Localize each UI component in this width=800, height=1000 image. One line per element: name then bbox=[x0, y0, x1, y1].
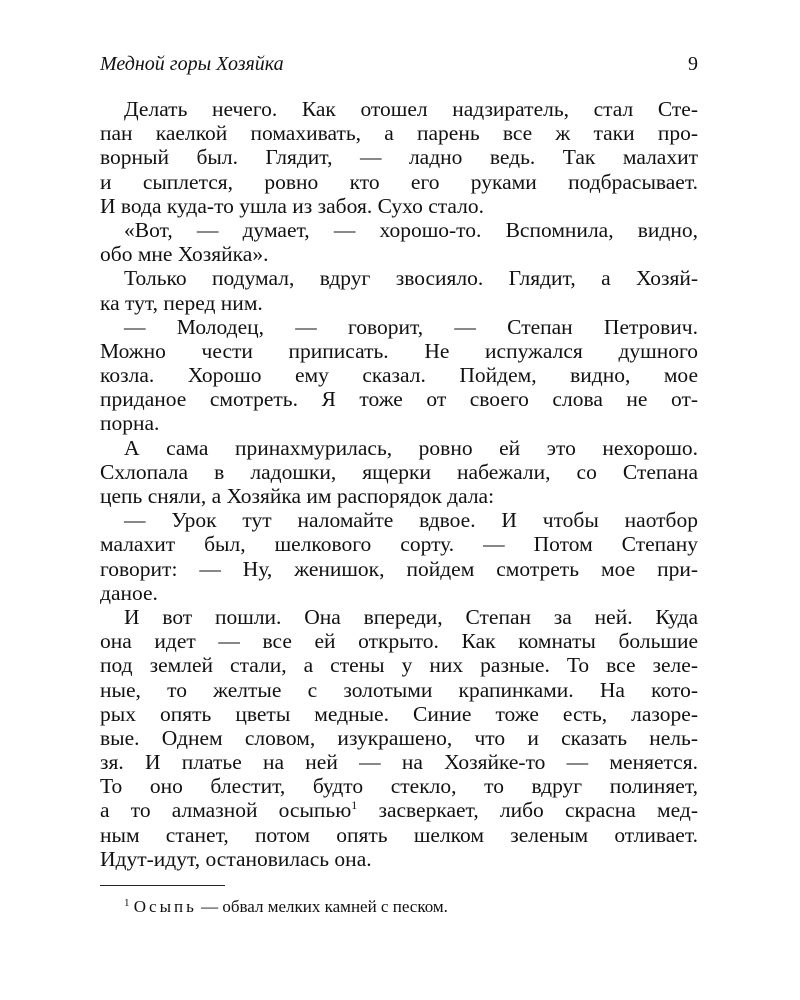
text-line: козла. Хорошо ему сказал. Пойдем, видно, мое bbox=[100, 363, 698, 388]
text-line: под землей стали, а стены у них разные. То все зеле- bbox=[100, 653, 698, 678]
text-line: цепь сняли, а Хозяйка им распорядок дала: bbox=[100, 484, 495, 508]
text-line: даное. bbox=[100, 580, 158, 605]
book-page bbox=[100, 0, 698, 1000]
text-line: ным станет, потом опять шелком зеленым отливает. bbox=[100, 822, 698, 847]
text-line: То оно блестит, будто стекло, то вдруг полиняет, bbox=[100, 774, 698, 799]
text-line: зя. И платье на ней — на Хозяйке-то — меняется. bbox=[100, 750, 698, 775]
text-line: малахит был, шелкового сорту. — Потом Степану bbox=[100, 532, 698, 557]
text-line: и сыплется, ровно кто его руками подбрасывает. bbox=[100, 169, 698, 194]
footnote-reference[interactable]: 1 bbox=[351, 798, 358, 813]
running-title: Медной горы Хозяйка bbox=[100, 53, 284, 75]
text-line: Идут-идут, остановилась она. bbox=[100, 846, 372, 871]
text-line: она идет — все ей открыто. Как комнаты большие bbox=[100, 629, 698, 654]
text-line: ка тут, перед ним. bbox=[100, 290, 263, 315]
text-line: рых опять цветы медные. Синие тоже есть, лазоре- bbox=[100, 701, 698, 726]
text-line: А сама принахмурилась, ровно ей это нехорошо. bbox=[124, 435, 698, 460]
text-line: порна. bbox=[100, 411, 160, 436]
text-line: говорит: — Ну, женишок, пойдем смотреть мое при- bbox=[100, 556, 698, 581]
text-line-head: а то алмазной осыпью bbox=[100, 798, 352, 823]
footnote-mark: 1 bbox=[124, 897, 130, 909]
text-line: обо мне Хозяйка». bbox=[100, 242, 269, 267]
text-line: приданое смотреть. Я тоже от своего слова не от- bbox=[100, 387, 698, 412]
page-number: 9 bbox=[688, 53, 698, 75]
body-text bbox=[100, 97, 698, 871]
text-line: ворный был. Глядит, — ладно ведь. Так малахит bbox=[100, 145, 698, 170]
text-line-with-footnote bbox=[100, 798, 698, 822]
footnote-text: — обвал мелких камней с песком. bbox=[196, 897, 448, 916]
text-line-tail: засверкает, либо скрасна мед- bbox=[357, 798, 698, 823]
text-line: Можно чести приписать. Не испужался душного bbox=[100, 338, 698, 363]
text-line: — Урок тут наломайте вдвое. И чтобы наотбор bbox=[124, 508, 698, 533]
text-line: вые. Однем словом, изукрашено, что и сказать нель- bbox=[100, 725, 698, 750]
footnote-divider bbox=[100, 885, 225, 886]
text-line: — Молодец, — говорит, — Степан Петрович. bbox=[124, 314, 698, 339]
text-line: Схлопала в ладошки, ящерки набежали, со Степана bbox=[100, 459, 698, 484]
text-line: «Вот, — думает, — хорошо-то. Вспомнила, видно, bbox=[124, 217, 698, 242]
text-line: И вода куда-то ушла из забоя. Сухо стало. bbox=[100, 193, 484, 218]
text-line: пан каелкой помахивать, а парень все ж таки про- bbox=[100, 121, 698, 146]
text-line: И вот пошли. Она впереди, Степан за ней. Куда bbox=[124, 604, 698, 629]
text-line: ные, то желтые с золотыми крапинками. На кото- bbox=[100, 677, 698, 702]
text-line: Только подумал, вдруг звосияло. Глядит, а Хозяй- bbox=[124, 266, 698, 291]
text-line: Делать нечего. Как отошел надзиратель, стал Сте- bbox=[124, 97, 698, 121]
footnote-term: Осыпь bbox=[133, 897, 197, 916]
footnote bbox=[124, 896, 448, 918]
running-header bbox=[100, 50, 698, 78]
